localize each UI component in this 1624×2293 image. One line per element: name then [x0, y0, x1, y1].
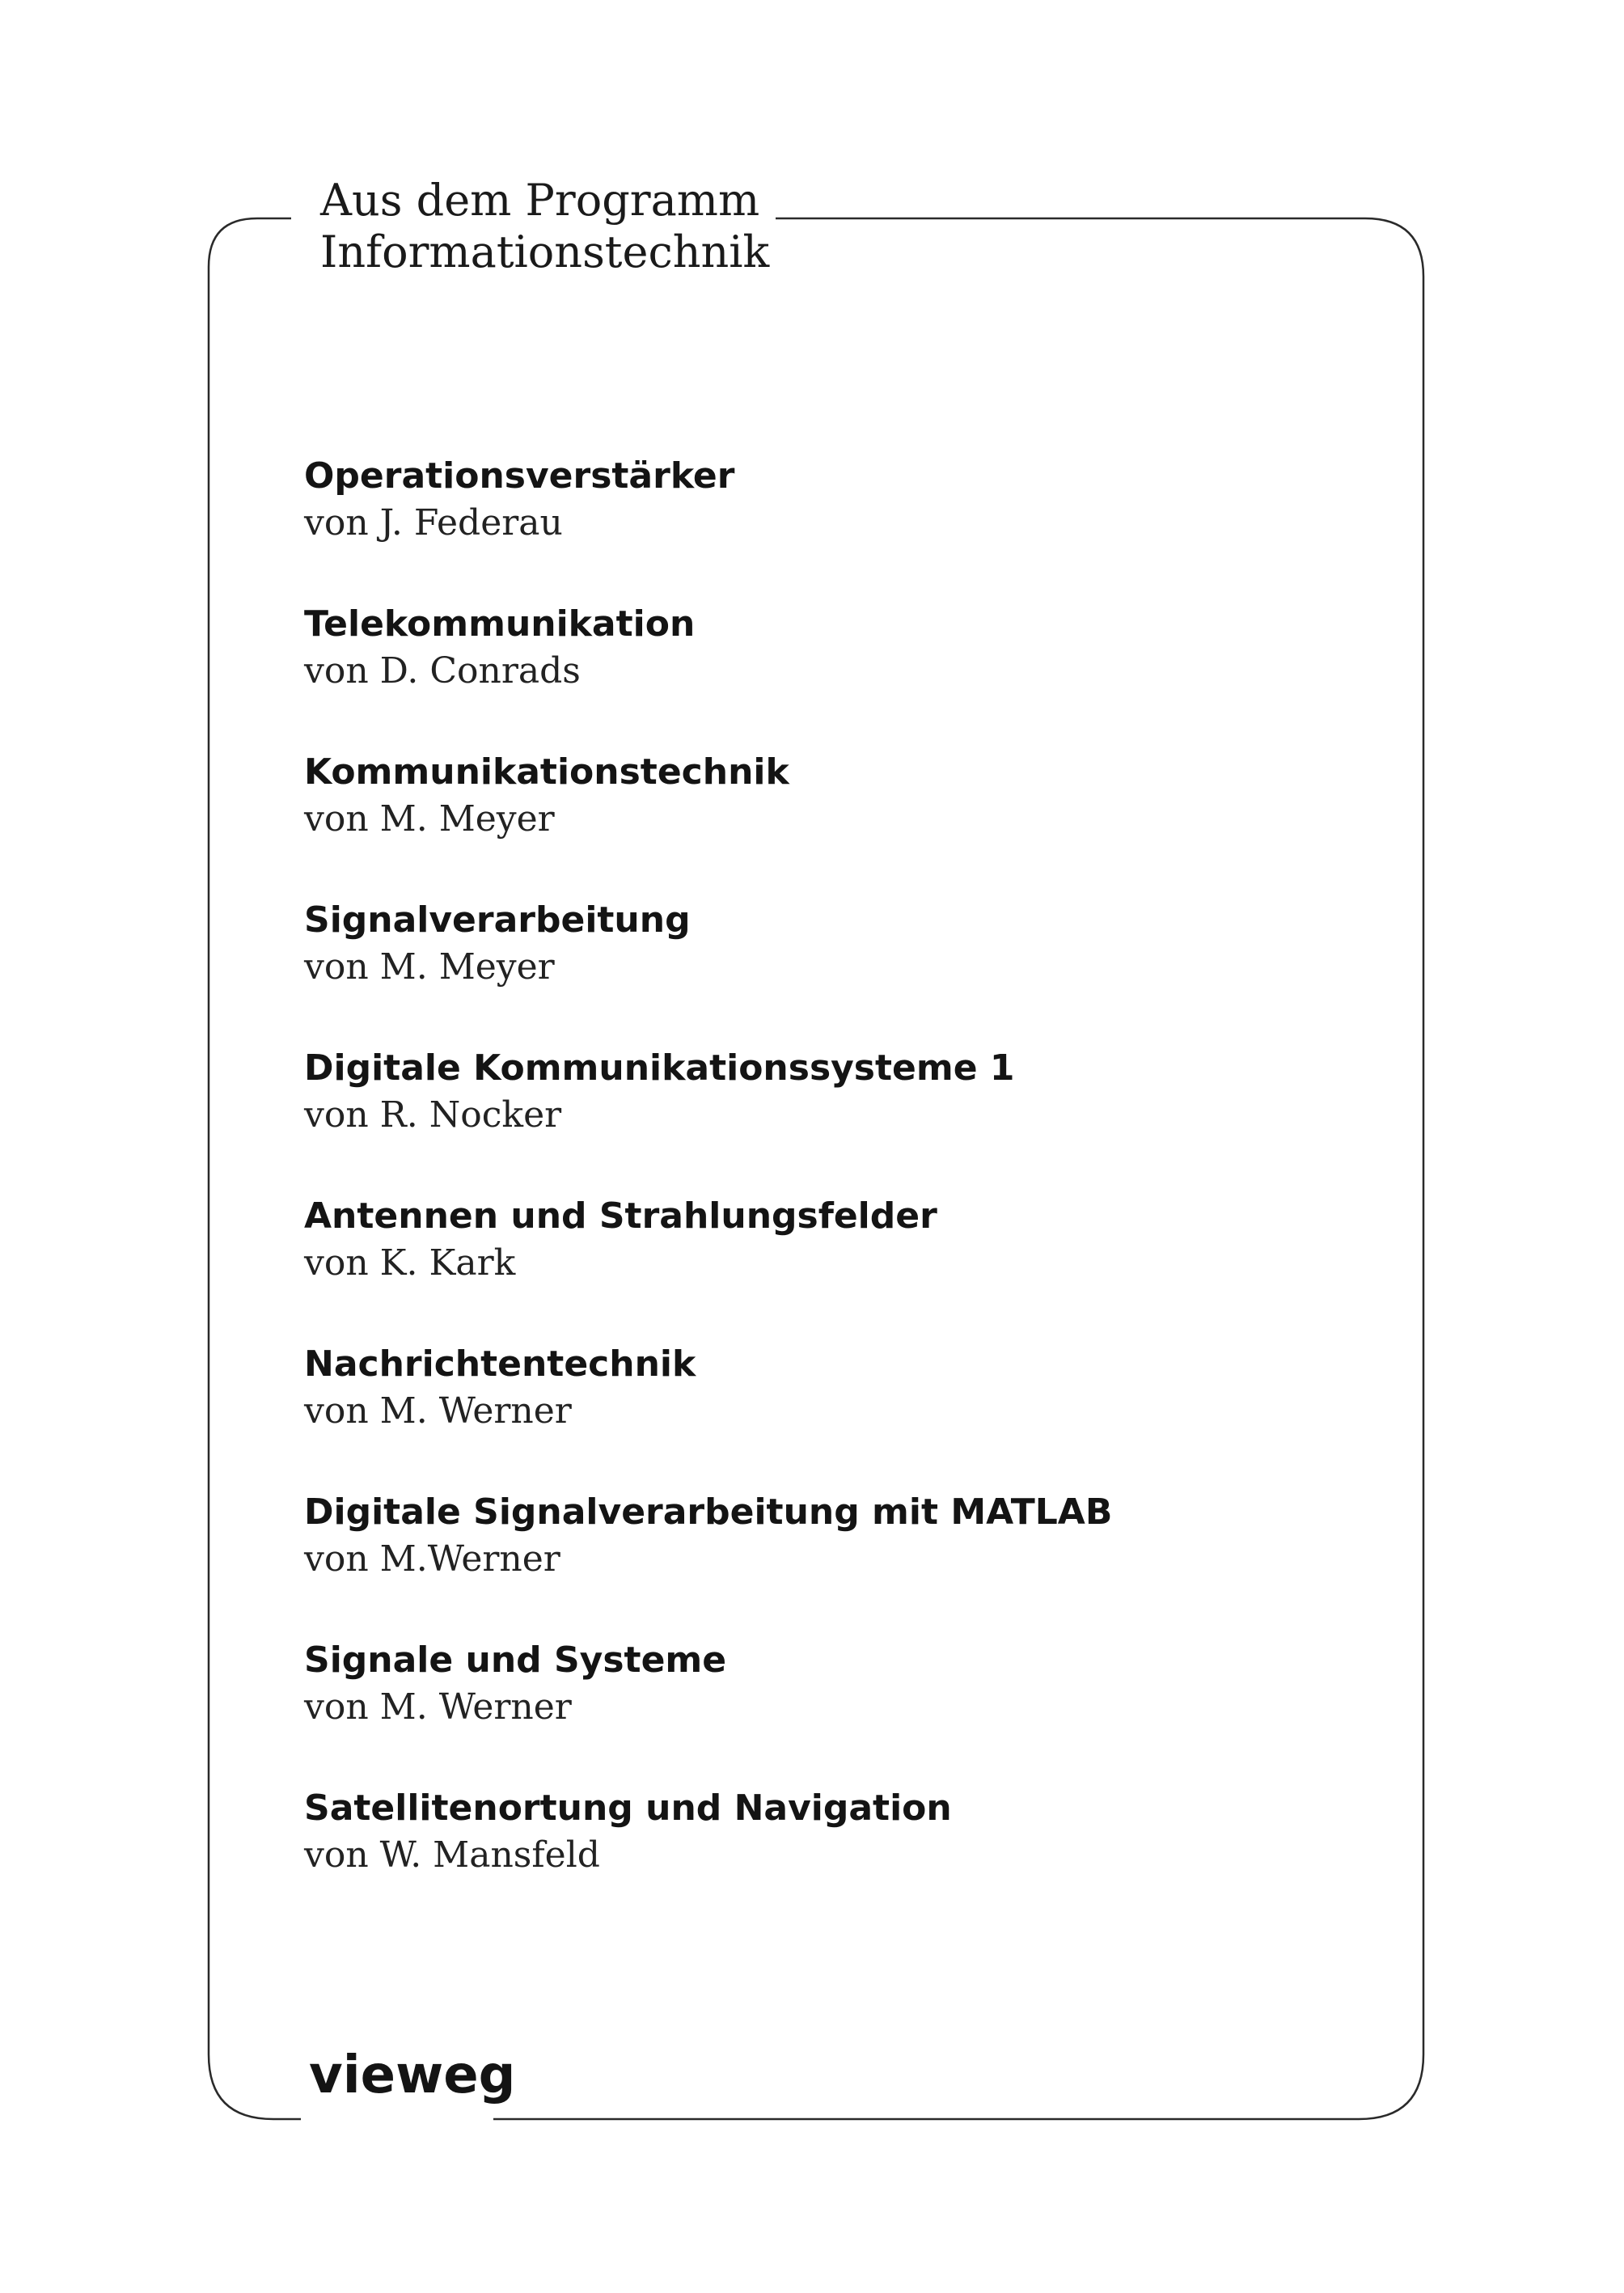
book-entry — [304, 749, 1355, 897]
book-list — [304, 453, 1355, 1933]
book-author: von R. Nocker — [304, 1094, 562, 1136]
book-title: Nachrichtentechnik — [304, 1343, 696, 1385]
book-entry — [304, 1785, 1355, 1933]
book-author: von M. Werner — [304, 1390, 572, 1432]
book-title: Telekommunikation — [304, 603, 696, 645]
book-author: von M. Meyer — [304, 798, 555, 840]
book-author: von M. Meyer — [304, 946, 555, 988]
book-title: Digitale Signalverarbeitung mit MATLAB — [304, 1491, 1113, 1533]
book-entry — [304, 1489, 1355, 1637]
program-heading — [314, 175, 776, 278]
book-author: von M.Werner — [304, 1538, 560, 1580]
book-entry — [304, 897, 1355, 1045]
book-author: von K. Kark — [304, 1242, 516, 1284]
book-entry — [304, 1341, 1355, 1489]
book-title: Digitale Kommunikationssysteme 1 — [304, 1047, 1015, 1089]
publisher-logo: vieweg — [301, 2045, 523, 2106]
book-entry — [304, 1637, 1355, 1785]
book-entry — [304, 601, 1355, 749]
book-title: Antennen und Strahlungsfelder — [304, 1195, 937, 1237]
book-title: Operationsverstärker — [304, 455, 735, 497]
program-heading-line1: Aus dem Programm — [320, 175, 760, 226]
book-author: von W. Mansfeld — [304, 1834, 600, 1876]
book-author: von D. Conrads — [304, 650, 581, 692]
book-title: Signale und Systeme — [304, 1639, 727, 1681]
book-entry — [304, 1193, 1355, 1341]
program-heading-line2: Informationstechnik — [320, 226, 770, 277]
book-author: von J. Federau — [304, 502, 563, 544]
book-entry — [304, 453, 1355, 601]
book-entry — [304, 1045, 1355, 1193]
book-title: Kommunikationstechnik — [304, 751, 789, 793]
book-title: Signalverarbeitung — [304, 899, 691, 941]
book-author: von M. Werner — [304, 1686, 572, 1728]
book-title: Satellitenortung und Navigation — [304, 1787, 952, 1829]
